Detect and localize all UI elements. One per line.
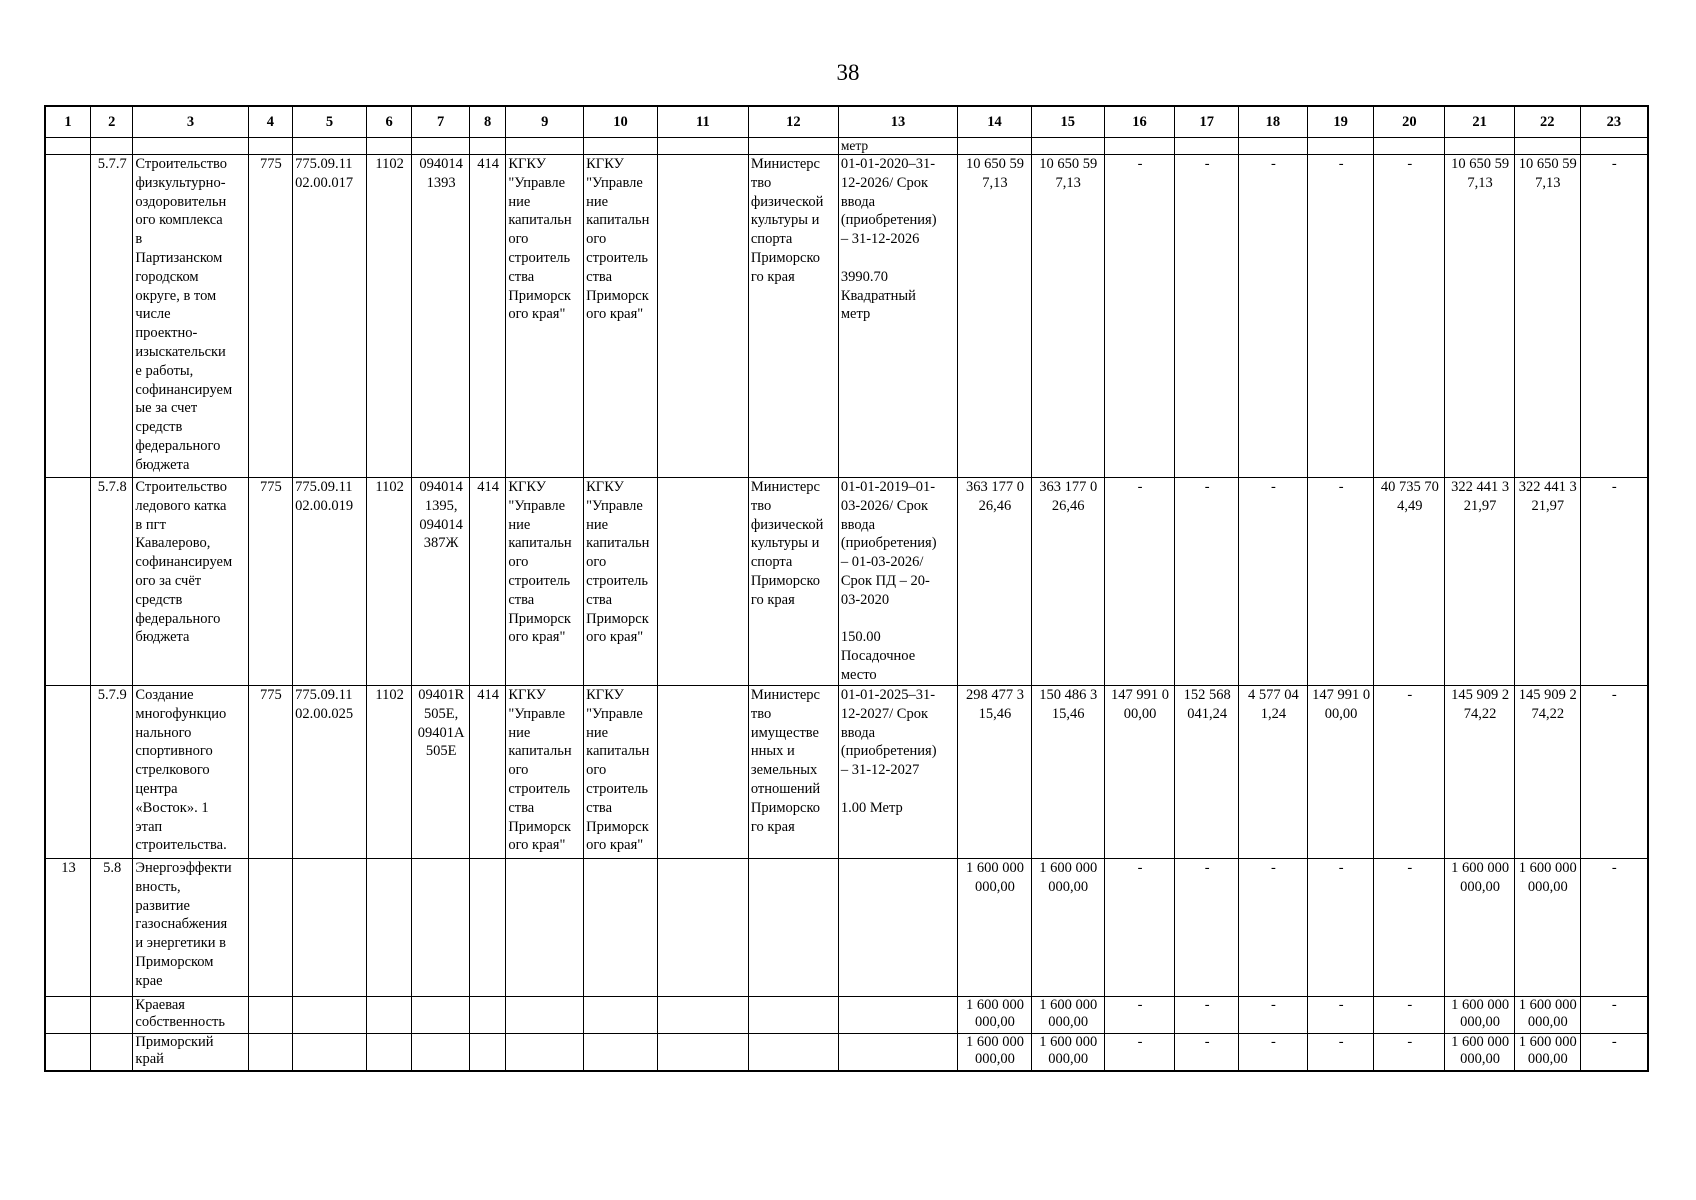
cell-item-name: Приморский край (133, 1034, 248, 1072)
cell-gr-code (248, 1034, 292, 1072)
cell-target-code: 09401R 505E, 09401A 505E (412, 686, 470, 859)
cell-timeline-capacity (838, 859, 957, 997)
cell-value-19: 147 991 0 00,00 (1307, 686, 1374, 859)
cell-ministry (748, 859, 838, 997)
cell-target-code: 094014 1393 (412, 155, 470, 478)
cell-target-code: 094014 1395, 094014 387Ж (412, 478, 470, 686)
cell-gr-code (248, 997, 292, 1034)
cell-item-name: Строительство физкультурно- оздоровительн ого комплекса в Партизанском городском округе, в том числе проектно- изыскательски е работы, софинансируем ые за счет средств федерального бюджета (133, 155, 248, 478)
cell-section-code: 1102 (366, 686, 411, 859)
cell-section-code: 1102 (366, 155, 411, 478)
cell-value-20: - (1374, 997, 1445, 1034)
cell-ministry: Министерс тво физической культуры и спорта Приморско го края (748, 478, 838, 686)
cell-value-21: 145 909 2 74,22 (1445, 686, 1515, 859)
header-col-16: 16 (1104, 106, 1175, 138)
cell-timeline-capacity: 01-01-2019–01- 03-2026/ Срок ввода (приобретения) – 01-03-2026/ Срок ПД – 20- 03-2020 150.00 Посадочное место (838, 478, 957, 686)
cell-item-name: Энергоэффекти вность, развитие газоснабжения и энергетики в Приморском крае (133, 859, 248, 997)
cell-row-number (45, 155, 90, 478)
register-table (44, 105, 1649, 1072)
header-col-4: 4 (248, 106, 292, 138)
cell-value-17: - (1175, 1034, 1239, 1072)
cell-row-number: 13 (45, 859, 90, 997)
cell-value-15: 1 600 000 000,00 (1031, 859, 1104, 997)
cell-value-23: - (1580, 1034, 1648, 1072)
cell-expense-type (469, 1034, 505, 1072)
cell-col-11 (657, 859, 748, 997)
cell-ministry: Министерс тво имуществе нных и земельных отношений Приморско го края (748, 686, 838, 859)
header-col-8: 8 (469, 106, 505, 138)
cell-row-number (45, 997, 90, 1034)
cell-gr-code: 775 (248, 155, 292, 478)
cell-customer: КГКУ "Управле ние капитальн ого строитель ства Приморск ого края" (506, 686, 584, 859)
cell-program-code: 775.09.11 02.00.019 (293, 478, 367, 686)
header-col-6: 6 (366, 106, 411, 138)
cell-value-18: - (1239, 478, 1308, 686)
cell-value-21: 10 650 59 7,13 (1445, 155, 1515, 478)
cell-gr-code: 775 (248, 478, 292, 686)
cell-program-code (293, 859, 367, 997)
cell-total-cost: 1 600 000 000,00 (958, 1034, 1032, 1072)
cell-item-code (90, 997, 132, 1034)
cell-item-name: Строительство ледового катка в пгт Кавалерово, софинансируем ого за счёт средств федерального бюджета (133, 478, 248, 686)
cell-customer (506, 997, 584, 1034)
cell-value-19: - (1307, 997, 1374, 1034)
header-col-22: 22 (1514, 106, 1580, 138)
cell-value-22: 145 909 2 74,22 (1514, 686, 1580, 859)
cell-customer (506, 1034, 584, 1072)
cell-timeline-capacity: 01-01-2020–31- 12-2026/ Срок ввода (приобретения) – 31-12-2026 3990.70 Квадратный метр (838, 155, 957, 478)
table-row (45, 686, 1648, 859)
cell-value-16: - (1104, 1034, 1175, 1072)
header-col-13: 13 (838, 106, 957, 138)
cell-section-code (366, 1034, 411, 1072)
cell-timeline-capacity (838, 997, 957, 1034)
cell-col-11 (657, 686, 748, 859)
cell-expense-type: 414 (469, 155, 505, 478)
cell-col-11 (657, 1034, 748, 1072)
cell-expense-type: 414 (469, 478, 505, 686)
cell-timeline-capacity: 01-01-2025–31- 12-2027/ Срок ввода (приобретения) – 31-12-2027 1.00 Метр (838, 686, 957, 859)
cell-target-code (412, 859, 470, 997)
cell-customer: КГКУ "Управле ние капитальн ого строитель ства Приморск ого края" (506, 155, 584, 478)
cell-item-code: 5.7.7 (90, 155, 132, 478)
table-row (45, 859, 1648, 997)
cell-value-21: 1 600 000 000,00 (1445, 859, 1515, 997)
header-col-19: 19 (1307, 106, 1374, 138)
cell-ministry: Министерс тво физической культуры и спорта Приморско го края (748, 155, 838, 478)
header-col-12: 12 (748, 106, 838, 138)
cell-value-15: 10 650 59 7,13 (1031, 155, 1104, 478)
cell-target-code (412, 1034, 470, 1072)
cell-value-23: - (1580, 155, 1648, 478)
cell-section-code (366, 997, 411, 1034)
page-number: 38 (836, 60, 860, 85)
header-col-10: 10 (584, 106, 658, 138)
cell-value-22: 10 650 59 7,13 (1514, 155, 1580, 478)
cell-gr-code (248, 859, 292, 997)
table-row (45, 1034, 1648, 1072)
cell-value-20: - (1374, 686, 1445, 859)
cell-expense-type (469, 997, 505, 1034)
cell-value-15: 150 486 3 15,46 (1031, 686, 1104, 859)
cell-item-code (90, 1034, 132, 1072)
cell-expense-type: 414 (469, 686, 505, 859)
header-col-9: 9 (506, 106, 584, 138)
cell-value-21: 1 600 000 000,00 (1445, 1034, 1515, 1072)
cell-ministry (748, 997, 838, 1034)
cell-total-cost: 298 477 3 15,46 (958, 686, 1032, 859)
cell-row-number (45, 478, 90, 686)
header-col-7: 7 (412, 106, 470, 138)
cell-value-17: - (1175, 859, 1239, 997)
cell-value-19: - (1307, 155, 1374, 478)
header-col-5: 5 (293, 106, 367, 138)
cell-total-cost: 1 600 000 000,00 (958, 859, 1032, 997)
table-row (45, 155, 1648, 478)
cell-developer (584, 1034, 658, 1072)
cell-value-22: 322 441 3 21,97 (1514, 478, 1580, 686)
cell-col-11 (657, 478, 748, 686)
cell-ministry (748, 1034, 838, 1072)
cell-program-code (293, 1034, 367, 1072)
cell-value-20: - (1374, 155, 1445, 478)
cell-item-code: 5.7.9 (90, 686, 132, 859)
continuation-row (45, 138, 1648, 155)
header-col-2: 2 (90, 106, 132, 138)
cell-value-18: - (1239, 859, 1308, 997)
cell-value-19: - (1307, 478, 1374, 686)
header-col-17: 17 (1175, 106, 1239, 138)
cell-value-20: 40 735 70 4,49 (1374, 478, 1445, 686)
cell-value-16: - (1104, 997, 1175, 1034)
cell-value-19: - (1307, 1034, 1374, 1072)
cell-developer: КГКУ "Управле ние капитальн ого строитель ства Приморск ого края" (584, 478, 658, 686)
cell-value-16: 147 991 0 00,00 (1104, 686, 1175, 859)
cell-row-number (45, 1034, 90, 1072)
cell-value-16: - (1104, 859, 1175, 997)
cell-value-22: 1 600 000 000,00 (1514, 997, 1580, 1034)
cell-section-code (366, 859, 411, 997)
cell-value-17: - (1175, 997, 1239, 1034)
cell-value-21: 1 600 000 000,00 (1445, 997, 1515, 1034)
cell-col-11 (657, 997, 748, 1034)
header-col-11: 11 (657, 106, 748, 138)
table-row (45, 997, 1648, 1034)
cell-target-code (412, 997, 470, 1034)
header-col-21: 21 (1445, 106, 1515, 138)
cell-value-23: - (1580, 997, 1648, 1034)
cell-program-code: 775.09.11 02.00.025 (293, 686, 367, 859)
cell-developer (584, 997, 658, 1034)
cell-developer (584, 859, 658, 997)
cell-value-18: - (1239, 997, 1308, 1034)
cell-value-17: - (1175, 155, 1239, 478)
cell-program-code: 775.09.11 02.00.017 (293, 155, 367, 478)
cell-value-18: - (1239, 1034, 1308, 1072)
header-col-15: 15 (1031, 106, 1104, 138)
cell-value-22: 1 600 000 000,00 (1514, 1034, 1580, 1072)
cell-expense-type (469, 859, 505, 997)
header-col-23: 23 (1580, 106, 1648, 138)
cell-value-20: - (1374, 859, 1445, 997)
cell-customer: КГКУ "Управле ние капитальн ого строитель ства Приморск ого края" (506, 478, 584, 686)
cell-col-11 (657, 155, 748, 478)
cell-customer (506, 859, 584, 997)
cell-value-19: - (1307, 859, 1374, 997)
cell-value-15: 1 600 000 000,00 (1031, 997, 1104, 1034)
cell-item-code: 5.7.8 (90, 478, 132, 686)
cell-value-23: - (1580, 686, 1648, 859)
cell-program-code (293, 997, 367, 1034)
cell-item-name: Создание многофункцио нального спортивного стрелкового центра «Восток». 1 этап строительства. (133, 686, 248, 859)
cell-gr-code: 775 (248, 686, 292, 859)
cell-value-15: 1 600 000 000,00 (1031, 1034, 1104, 1072)
cell-item-code: 5.8 (90, 859, 132, 997)
cell-value-16: - (1104, 155, 1175, 478)
header-col-14: 14 (958, 106, 1032, 138)
header-col-1: 1 (45, 106, 90, 138)
cell-value-15: 363 177 0 26,46 (1031, 478, 1104, 686)
cell-total-cost: 10 650 59 7,13 (958, 155, 1032, 478)
cell-value-18: 4 577 04 1,24 (1239, 686, 1308, 859)
cell-value-20: - (1374, 1034, 1445, 1072)
cell-section-code: 1102 (366, 478, 411, 686)
header-col-3: 3 (133, 106, 248, 138)
header-col-18: 18 (1239, 106, 1308, 138)
cell-value-23: - (1580, 478, 1648, 686)
cell-item-name: Краевая собственность (133, 997, 248, 1034)
cell-value-17: - (1175, 478, 1239, 686)
cell-value-22: 1 600 000 000,00 (1514, 859, 1580, 997)
continuation-unit: метр (838, 138, 957, 155)
cell-developer: КГКУ "Управле ние капитальн ого строитель ства Приморск ого края" (584, 686, 658, 859)
cell-developer: КГКУ "Управле ние капитальн ого строитель ства Приморск ого края" (584, 155, 658, 478)
cell-total-cost: 1 600 000 000,00 (958, 997, 1032, 1034)
cell-row-number (45, 686, 90, 859)
cell-timeline-capacity (838, 1034, 957, 1072)
header-col-20: 20 (1374, 106, 1445, 138)
table-row (45, 478, 1648, 686)
cell-total-cost: 363 177 0 26,46 (958, 478, 1032, 686)
cell-value-18: - (1239, 155, 1308, 478)
cell-value-23: - (1580, 859, 1648, 997)
cell-value-17: 152 568 041,24 (1175, 686, 1239, 859)
header-row (45, 106, 1648, 138)
cell-value-16: - (1104, 478, 1175, 686)
cell-value-21: 322 441 3 21,97 (1445, 478, 1515, 686)
